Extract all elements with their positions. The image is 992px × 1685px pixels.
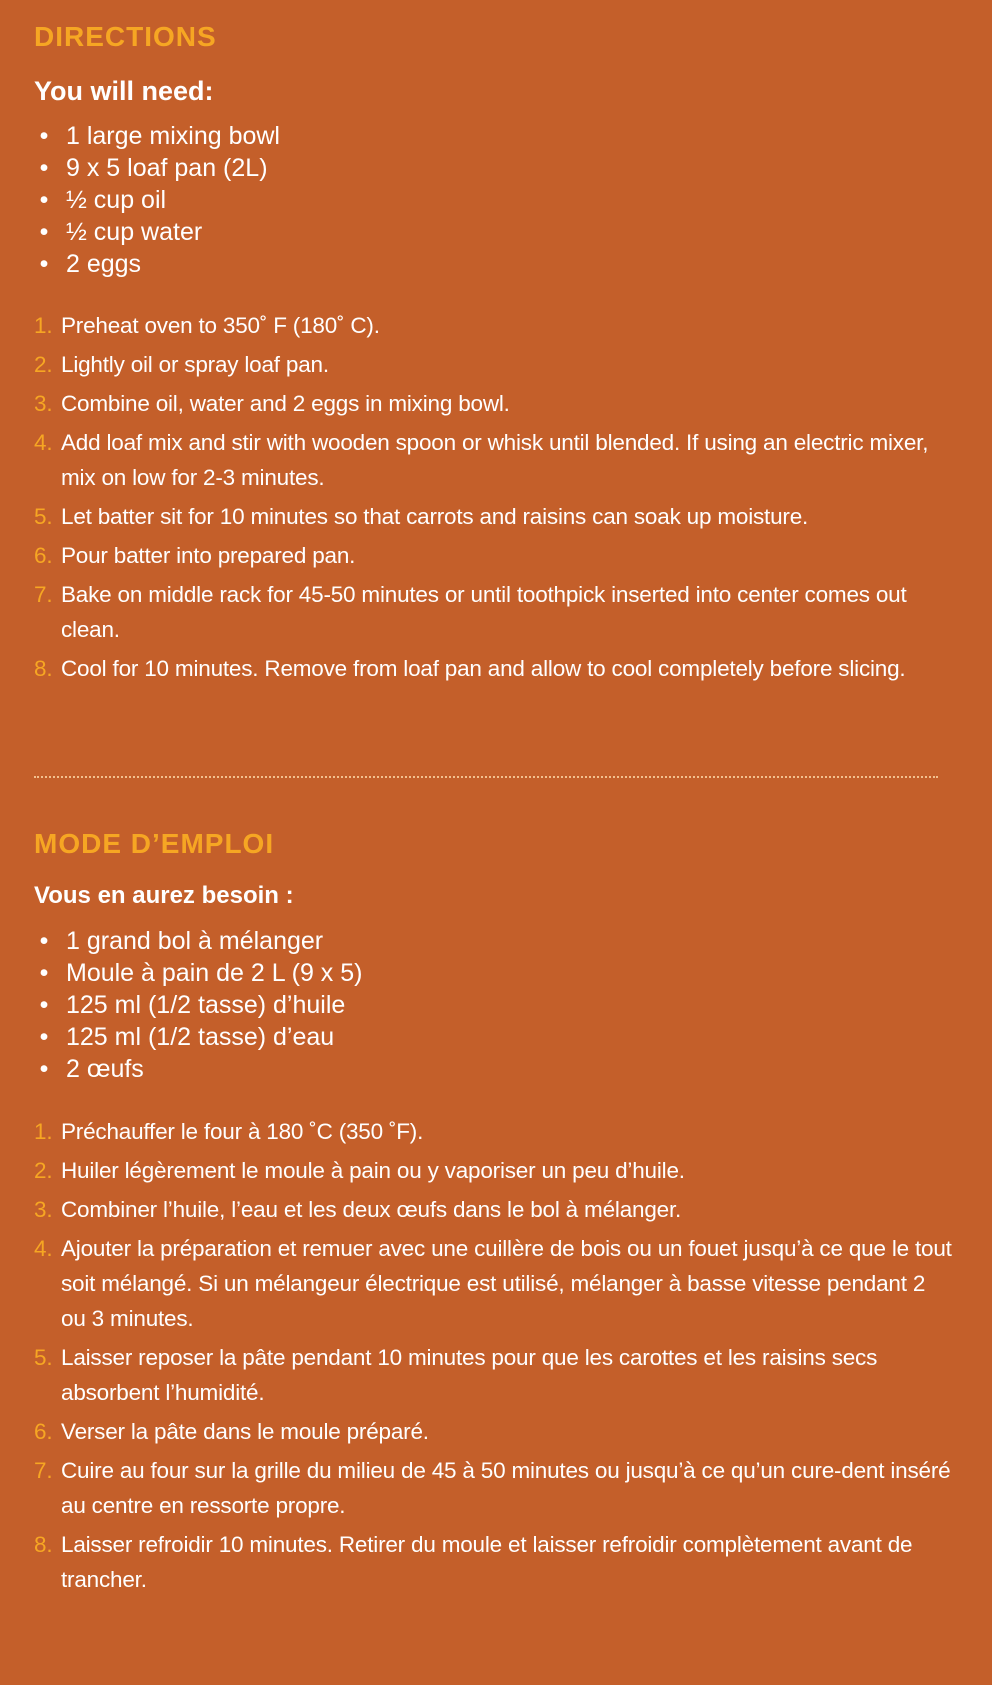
step-number: 7. xyxy=(34,1458,53,1483)
step-text: Cool for 10 minutes. Remove from loaf pan and allow to cool completely before slicing. xyxy=(61,656,906,681)
list-item xyxy=(34,152,280,184)
step-text: Laisser refroidir 10 minutes. Retirer du moule et laisser refroidir complètement avant de trancher. xyxy=(61,1532,913,1592)
need-item-text: 125 ml (1/2 tasse) d’eau xyxy=(66,1023,335,1051)
step-text: Combine oil, water and 2 eggs in mixing bowl. xyxy=(61,391,510,416)
step-item xyxy=(34,577,944,647)
step-number: 3. xyxy=(34,391,53,416)
step-text: Préchauffer le four à 180 ˚C (350 ˚F). xyxy=(61,1119,424,1144)
step-text: Ajouter la préparation et remuer avec une cuillère de bois ou un fouet jusqu’à ce que le tout soit mélangé. Si un mélangeur électrique est utilisé, mélanger à basse vitesse pendant 2 ou 3 minutes. xyxy=(61,1236,952,1331)
need-item-text: 125 ml (1/2 tasse) d’huile xyxy=(66,991,346,1019)
mode-emploi-title: MODE D’EMPLOI xyxy=(34,828,275,859)
directions-title: DIRECTIONS xyxy=(34,21,217,52)
step-text: Preheat oven to 350˚ F (180˚ C). xyxy=(61,313,380,338)
step-number: 3. xyxy=(34,1197,53,1222)
need-item-text: 1 large mixing bowl xyxy=(66,122,280,150)
step-item xyxy=(34,499,944,534)
need-item-text: 1 grand bol à mélanger xyxy=(66,927,324,955)
bullet-icon: • xyxy=(39,250,49,278)
step-number: 8. xyxy=(34,1532,53,1557)
step-number: 1. xyxy=(34,313,53,338)
directions-need-heading: You will need: xyxy=(34,76,214,106)
step-number: 2. xyxy=(34,1158,53,1183)
directions-steps xyxy=(34,308,944,690)
step-number: 5. xyxy=(34,504,53,529)
step-item xyxy=(34,1114,954,1149)
step-text: Combiner l’huile, l’eau et les deux œufs dans le bol à mélanger. xyxy=(61,1197,682,1222)
step-item xyxy=(34,1340,954,1410)
bullet-icon: • xyxy=(39,1055,49,1083)
step-number: 8. xyxy=(34,656,53,681)
step-text: Pour batter into prepared pan. xyxy=(61,543,356,568)
step-item xyxy=(34,425,944,495)
list-item xyxy=(34,957,362,989)
list-item xyxy=(34,184,280,216)
bullet-icon: • xyxy=(39,154,49,182)
step-text: Bake on middle rack for 45-50 minutes or until toothpick inserted into center comes out clean. xyxy=(61,582,907,642)
step-text: Let batter sit for 10 minutes so that carrots and raisins can soak up moisture. xyxy=(61,504,809,529)
need-item-text: 2 eggs xyxy=(66,250,142,278)
list-item xyxy=(34,1053,362,1085)
list-item xyxy=(34,120,280,152)
bullet-icon: • xyxy=(39,218,49,246)
step-item xyxy=(34,347,944,382)
step-text: Cuire au four sur la grille du milieu de 45 à 50 minutes ou jusqu’à ce qu’un cure-dent inséré au centre en ressorte propre. xyxy=(61,1458,951,1518)
step-item xyxy=(34,386,944,421)
bullet-icon: • xyxy=(39,186,49,214)
need-item-text: 2 œufs xyxy=(66,1055,144,1083)
step-number: 5. xyxy=(34,1345,53,1370)
step-number: 2. xyxy=(34,352,53,377)
directions-need-list xyxy=(34,120,280,280)
step-item xyxy=(34,538,944,573)
step-number: 6. xyxy=(34,1419,53,1444)
need-item-text: 9 x 5 loaf pan (2L) xyxy=(66,154,268,182)
list-item xyxy=(34,989,362,1021)
step-text: Lightly oil or spray loaf pan. xyxy=(61,352,329,377)
mode-emploi-steps xyxy=(34,1114,954,1601)
mode-emploi-need-list xyxy=(34,925,362,1085)
list-item xyxy=(34,925,362,957)
step-text: Add loaf mix and stir with wooden spoon or whisk until blended. If using an electric mixer, mix on low for 2-3 minutes. xyxy=(61,430,929,490)
list-item xyxy=(34,216,280,248)
step-number: 6. xyxy=(34,543,53,568)
step-number: 4. xyxy=(34,430,53,455)
step-item xyxy=(34,1453,954,1523)
list-item xyxy=(34,248,280,280)
step-item xyxy=(34,651,944,686)
step-item xyxy=(34,308,944,343)
need-item-text: ½ cup water xyxy=(66,218,203,246)
step-item xyxy=(34,1153,954,1188)
step-item xyxy=(34,1414,954,1449)
step-text: Laisser reposer la pâte pendant 10 minutes pour que les carottes et les raisins secs absorbent l’humidité. xyxy=(61,1345,878,1405)
step-number: 7. xyxy=(34,582,53,607)
step-text: Huiler légèrement le moule à pain ou y vaporiser un peu d’huile. xyxy=(61,1158,685,1183)
list-item xyxy=(34,1021,362,1053)
need-item-text: Moule à pain de 2 L (9 x 5) xyxy=(66,959,363,987)
step-item xyxy=(34,1527,954,1597)
bullet-icon: • xyxy=(39,991,49,1019)
step-number: 4. xyxy=(34,1236,53,1261)
bullet-icon: • xyxy=(39,1023,49,1051)
step-item xyxy=(34,1231,954,1336)
bullet-icon: • xyxy=(39,959,49,987)
step-number: 1. xyxy=(34,1119,53,1144)
need-item-text: ½ cup oil xyxy=(66,186,167,214)
mode-emploi-need-heading: Vous en aurez besoin : xyxy=(34,882,294,909)
bullet-icon: • xyxy=(39,122,49,150)
step-item xyxy=(34,1192,954,1227)
dotted-divider xyxy=(34,776,938,778)
bullet-icon: • xyxy=(39,927,49,955)
step-text: Verser la pâte dans le moule préparé. xyxy=(61,1419,429,1444)
